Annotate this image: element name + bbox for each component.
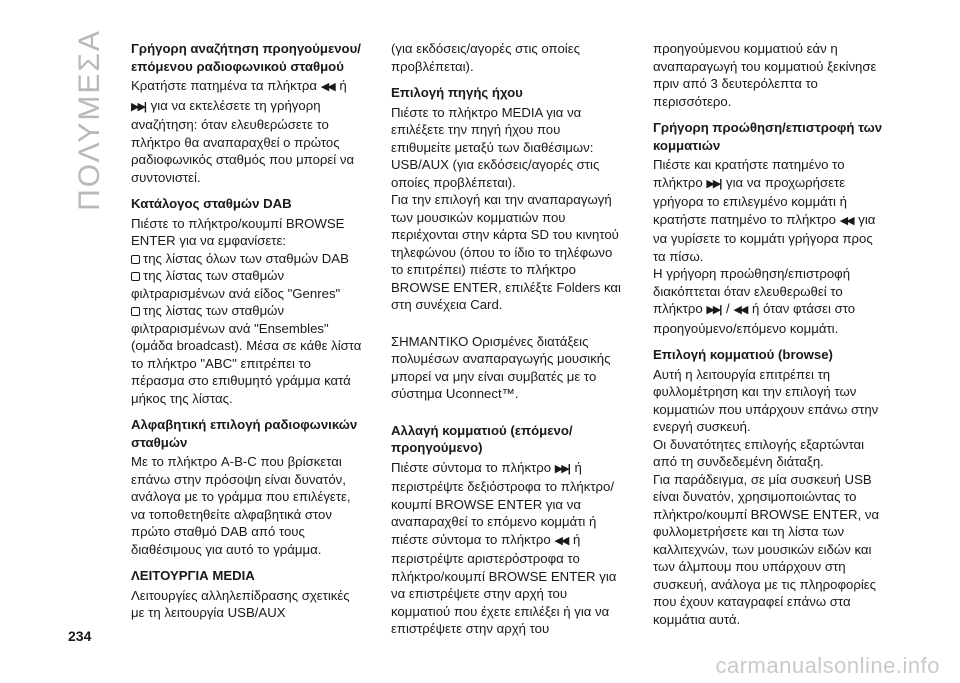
- paragraph-continued: (για εκδόσεις/αγορές στις οποίες προβλέπεται).: [391, 41, 580, 74]
- list-item: της λίστας των σταθμών φιλτραρισμένων ανά είδος "Genres": [131, 268, 341, 301]
- paragraph-track-change: Πιέστε σύντομα το πλήκτρο ▶▶| ή περιστρέψτε δεξιόστροφα το πλήκτρο/κουμπί BROWSE ENTER για να αναπαραχθεί το επόμενο κομμάτι ή πιέστε σύντομα το πλήκτρο ◀◀ ή περιστρέψτε αριστερόστροφα το πλήκτρο/κουμπί BROWSE ENTER για να επιστρέψετε στην αρχή του κομματιού που έχετε επιλέξει ή για να επιστρέψετε στην αρχή του: [391, 459, 617, 636]
- next-track-icon: ▶▶|: [554, 462, 569, 475]
- heading-alpha-select: Αλφαβητική επιλογή ραδιοφωνικών σταθμών: [131, 417, 358, 450]
- heading-quick-search: Γρήγορη αναζήτηση προηγούμενου/επόμενου ραδιοφωνικού σταθμού: [131, 41, 361, 74]
- page-number: 234: [68, 628, 92, 644]
- next-track-icon: ▶▶|: [131, 100, 145, 113]
- heading-media-mode: ΛΕΙΤΟΥΡΓΙΑ MEDIA: [131, 568, 255, 583]
- section-tab: [68, 29, 112, 211]
- paragraph-browse-example: Για παράδειγμα, σε μία συσκευή USB είναι δυνατόν, χρησιμοποιώντας το πλήκτρο/κουμπί BROWSE ENTER, να φυλλομετρήσετε και τη λίστα των καλλιτεχνών, των μουσικών ειδών και των άλμπουμ που υπάρχουν στη συσκευή, ανάλογα με τις πληροφορίες που έχουν καταγραφεί επάνω στα κομμάτια αυτά.: [653, 471, 880, 627]
- next-track-icon: ▶▶|: [706, 304, 721, 316]
- paragraph-alpha-select: Με το πλήκτρο A-B-C που βρίσκεται επάνω στην πρόσοψη είναι δυνατόν, ανάλογα με το γράμμα που επιλέγετε, να τοποθετηθείτε αλφαβητικά στον πρώτο σταθμό DAB από τους διαθέσιμους για αυτό το γράμμα.: [131, 454, 351, 557]
- section-tab-label: ΠΟΛΥΜΕΣΑ: [73, 29, 106, 211]
- column-1: [131, 40, 363, 631]
- paragraph-important: ΣΗΜΑΝΤΙΚΟ Ορισμένες διατάξεις πολυμέσων αναπαραγωγής μουσικής μπορεί να μην είναι συμβατές με το σύστημα Uconnect™.: [391, 333, 611, 401]
- paragraph-browse: Αυτή η λειτουργία επιτρέπει τη φυλλομέτρηση και την επιλογή των κομματιών που υπάρχουν επάνω στην ενεργή συσκευή.: [653, 366, 879, 434]
- next-track-icon: ▶▶|: [706, 177, 721, 190]
- heading-browse: Επιλογή κομματιού (browse): [653, 347, 833, 362]
- prev-track-icon: ◀◀: [320, 81, 334, 93]
- heading-dab-list: Κατάλογος σταθμών DAB: [131, 196, 292, 211]
- list-item: της λίστας των σταθμών φιλτραρισμένων ανά "Ensembles" (ομάδα broadcast). Μέσα σε κάθε λίστα το πλήκτρο "ABC" επιτρέπει το πέρασμα στο επιθυμητό γράμμα κατά μήκος της λίστας.: [131, 303, 362, 406]
- paragraph-fast-forward: Πιέστε και κρατήστε πατημένο το πλήκτρο ▶▶| για να προχωρήσετε γρήγορα το επιλεγμένο κομμάτι ή κρατήστε πατημένο το πλήκτρο ◀◀ για να γυρίσετε το κομμάτι γρήγορα προς τα πίσω.: [653, 157, 876, 264]
- paragraph-source-select: Πιέστε το πλήκτρο MEDIA για να επιλέξετε την πηγή ήχου που επιθυμείτε μεταξύ των διαθέσιμων: USB/AUX (για εκδόσεις/αγορές στις οποίες προβλέπεται).: [391, 104, 600, 190]
- heading-track-change: Αλλαγή κομματιού (επόμενο/προηγούμενο): [391, 422, 573, 455]
- square-bullet-icon: [131, 307, 140, 316]
- prev-track-icon: ◀◀: [554, 534, 568, 547]
- paragraph-sd-card: Για την επιλογή και την αναπαραγωγή των μουσικών κομματιών που περιέχονται στην κάρτα SD του κινητού τηλεφώνου (όπου το ίδιο το τηλέφωνο το επιτρέπει) πιέστε το πλήκτρο BROWSE ENTER, επιλέξτε Folders και στη συνέχεια Card.: [391, 192, 621, 312]
- paragraph-dab-list: Πιέστε το πλήκτρο/κουμπί BROWSE ENTER για να εμφανίσετε:: [131, 215, 345, 248]
- paragraph-browse-options: Οι δυνατότητες επιλογής εξαρτώνται από τη συνδεδεμένη διάταξη.: [653, 436, 865, 469]
- column-3: [653, 40, 885, 637]
- paragraph-fast-forward-stop: Η γρήγορη προώθηση/επιστροφή διακόπτεται όταν ελευθερωθεί το πλήκτρο ▶▶| / ◀◀ ή όταν φτάσει στο προηγούμενο/επόμενο κομμάτι.: [653, 266, 856, 336]
- square-bullet-icon: [131, 272, 140, 281]
- paragraph-continued: προηγούμενου κομματιού εάν η αναπαραγωγή του κομματιού ξεκίνησε πριν από 3 δευτερόλεπτα το περισσότερο.: [653, 41, 877, 109]
- paragraph-quick-search: Κρατήστε πατημένα τα πλήκτρα ◀◀ ή ▶▶| για να εκτελέσετε τη γρήγορη αναζήτηση: όταν ελευθερώσετε το πλήκτρο θα αναπαραχθεί ο πρώτος ραδιοφωνικός σταθμός που μπορεί να συντονιστεί.: [131, 78, 355, 185]
- watermark: carmanualsonline.info: [715, 653, 940, 678]
- heading-source-select: Επιλογή πηγής ήχου: [391, 85, 523, 100]
- prev-track-icon: ◀◀: [733, 304, 747, 316]
- heading-fast-forward: Γρήγορη προώθηση/επιστροφή των κομματιών: [653, 120, 883, 153]
- prev-track-icon: ◀◀: [839, 214, 853, 227]
- paragraph-media-mode: Λειτουργίες αλληλεπίδρασης σχετικές με τη λειτουργία USB/AUX: [131, 587, 350, 620]
- list-item: της λίστας όλων των σταθμών DAB: [131, 250, 363, 268]
- square-bullet-icon: [131, 255, 140, 264]
- column-2: [391, 40, 623, 647]
